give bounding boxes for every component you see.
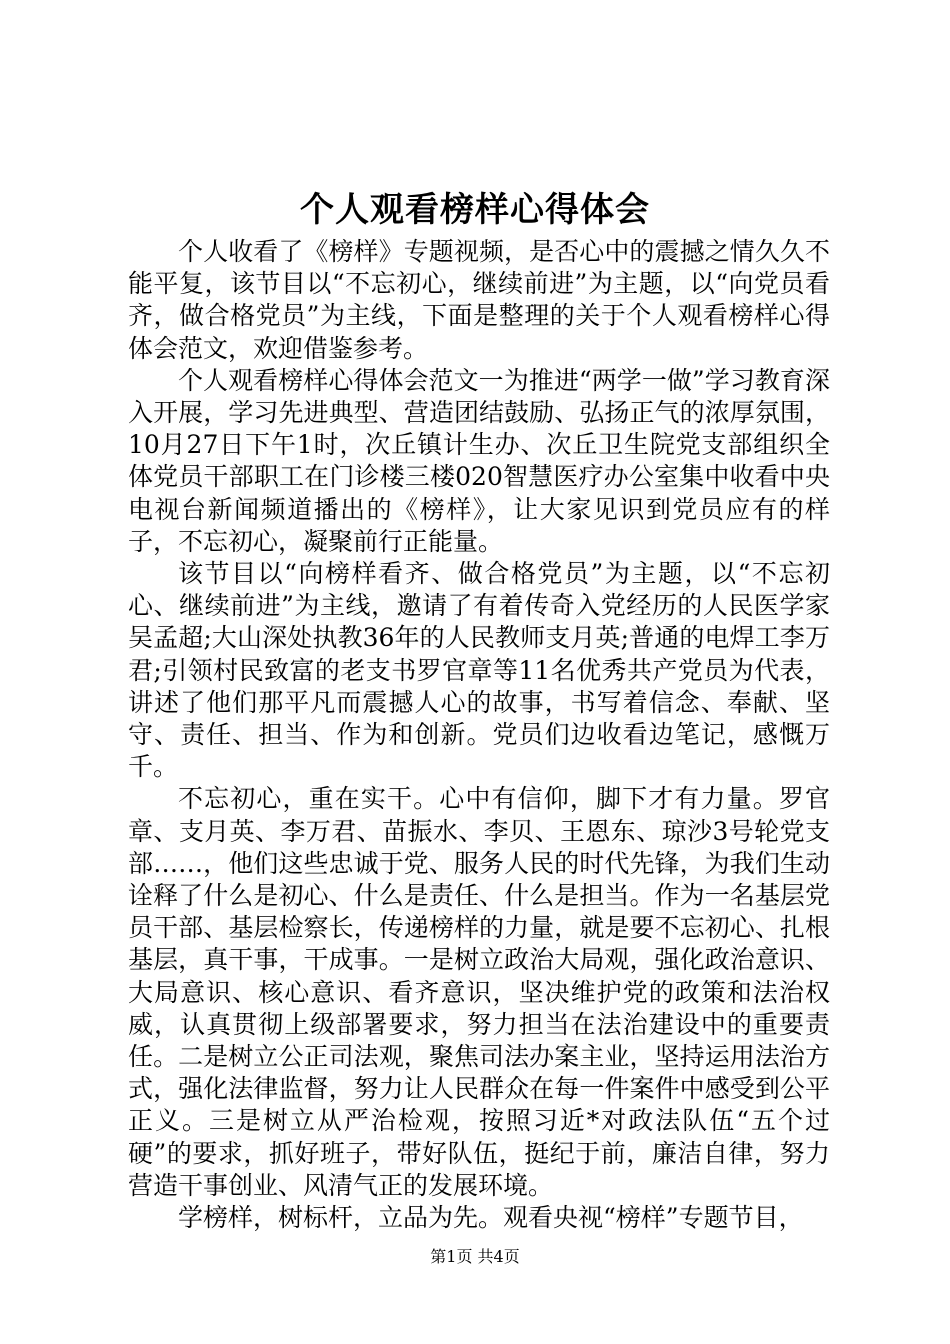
page-footer: 第1页 共4页 bbox=[430, 1247, 520, 1266]
paragraph-practical-work: 不忘初心，重在实干。心中有信仰，脚下才有力量。罗官章、支月英、李万君、苗振水、李贝、王恩东、琼沙3号轮党支部……，他们这些忠诚于党、服务人民的时代先锋，为我们生动诠释了什么是初心、什么是责任、什么是担当。作为一名基层党员干部、基层检察长，传递榜样的力量，就是要不忘初心、扎根基层，真干事，干成事。一是树立政治大局观，强化政治意识、大局意识、核心意识、看齐意识，坚决维护党的政策和法治权威，认真贯彻上级部署要求，努力担当在法治建设中的重要责任。二是树立公正司法观，聚焦司法办案主业，坚持运用法治方式，强化法律监督，努力让人民群众在每一件案件中感受到公平正义。三是树立从严治检观，按照习近*对政法队伍“五个过硬”的要求，抓好班子，带好队伍，挺纪于前，廉洁自律，努力营造干事创业、风清气正的发展环境。 bbox=[128, 784, 830, 1200]
paragraph-learn-from-models: 学榜样，树标杆，立品为先。观看央视“榜样”专题节目， bbox=[178, 1203, 804, 1233]
paragraph-essay-one-opening: 个人观看榜样心得体会范文一为推进“两学一做”学习教育深入开展，学习先进典型、营造团结鼓励、弘扬正气的浓厚氛围，10月27日下午1时，次丘镇计生办、次丘卫生院党支部组织全体党员干部职工在门诊楼三楼020智慧医疗办公室集中收看中央电视台新闻频道播出的《榜样》，让大家见识到党员应有的样子，不忘初心，凝聚前行正能量。 bbox=[128, 365, 830, 556]
paragraph-intro: 个人收看了《榜样》专题视频，是否心中的震撼之情久久不能平复，该节目以“不忘初心，继续前进”为主题，以“向党员看齐，做合格党员”为主线，下面是整理的关于个人观看榜样心得体会范文，欢迎借鉴参考。 bbox=[128, 237, 830, 363]
paragraph-program-theme: 该节目以“向榜样看齐、做合格党员”为主题，以“不忘初心、继续前进”为主线，邀请了有着传奇入党经历的人民医学家吴孟超;大山深处执教36年的人民教师支月英;普通的电焊工李万君;引领村民致富的老支书罗官章等11名优秀共产党员为代表，讲述了他们那平凡而震撼人心的故事，书写着信念、奉献、坚守、责任、担当、作为和创新。党员们边收看边笔记，感慨万千。 bbox=[128, 559, 830, 782]
document-body bbox=[128, 236, 830, 1234]
document-title: 个人观看榜样心得体会 bbox=[300, 190, 650, 230]
